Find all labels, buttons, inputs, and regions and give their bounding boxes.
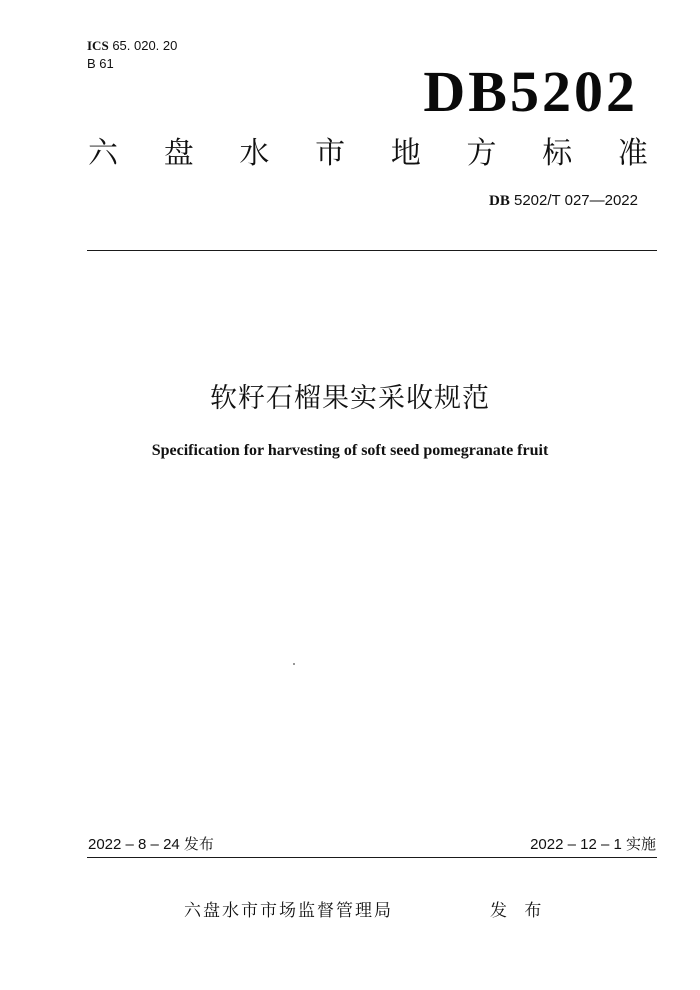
publisher-name: 六盘水市市场监督管理局 (184, 901, 393, 921)
standard-kind-char: 六 (88, 136, 118, 171)
classification-code: B 61 (87, 56, 114, 71)
db-code-logo: DB5202 (423, 59, 638, 124)
standard-kind-title (88, 136, 648, 172)
standard-kind-char: 市 (315, 136, 346, 171)
issue-date: 2022 – 8 – 24 发布 (88, 836, 214, 853)
standard-number (489, 192, 638, 210)
title-chinese: 软籽石榴果实采收规范 (210, 383, 490, 414)
standard-kind-char: 盘 (163, 136, 194, 171)
top-divider (87, 250, 657, 251)
standard-kind-char: 方 (466, 136, 497, 171)
publish-label: 发 布 (490, 901, 548, 921)
bottom-divider (87, 857, 657, 858)
scan-speck (293, 663, 295, 665)
standard-number-value: 5202/T 027—2022 (514, 192, 638, 209)
title-english: Specification for harvesting of soft seed pomegranate fruit (151, 442, 549, 459)
standard-kind-char: 地 (390, 136, 421, 171)
ics-label: ICS (87, 38, 109, 53)
ics-code (87, 38, 177, 54)
standard-kind-char: 水 (239, 136, 270, 171)
implementation-date: 2022 – 12 – 1 实施 (530, 836, 656, 853)
ics-value: 65. 020. 20 (112, 38, 178, 53)
standard-kind-char: 标 (542, 136, 573, 171)
standard-kind-char: 准 (617, 136, 648, 171)
standard-number-prefix: DB (488, 193, 510, 209)
